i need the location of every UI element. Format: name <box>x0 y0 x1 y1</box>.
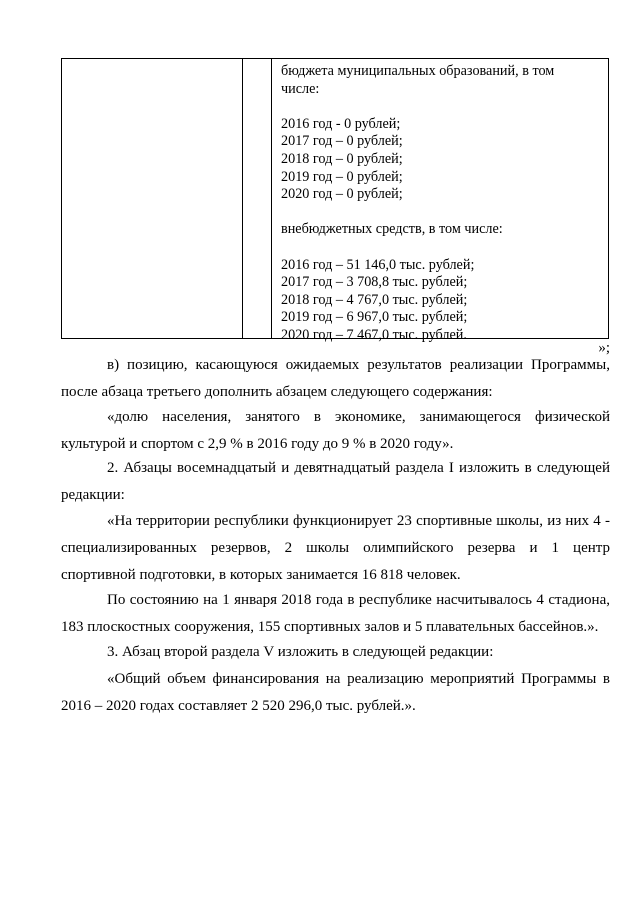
cell-line: бюджета муниципальных образований, в том <box>281 63 555 79</box>
paragraph-population-share <box>61 404 610 458</box>
table-column-divider <box>271 59 272 338</box>
paragraph-line: 2. Абзацы восемнадцатый и девятнадцатый раздела I изложить в следующей <box>107 460 610 476</box>
cell-line: 2017 год – 0 рублей; <box>281 133 403 150</box>
paragraph-section-five <box>78 639 610 666</box>
paragraph-line: культурой и спортом с 2,9 % в 2016 году до 9 % в 2020 году». <box>61 436 454 452</box>
paragraph-line: после абзаца третьего дополнить абзацем следующего содержания: <box>61 384 493 400</box>
paragraph-line: 183 плоскостных сооружения, 155 спортивных залов и 5 плавательных бассейнов.». <box>61 619 599 635</box>
paragraph-sport-schools <box>61 508 610 589</box>
paragraph-line: «долю населения, занятого в экономике, занимающегося физической <box>107 409 610 425</box>
closing-quote: »; <box>598 340 610 356</box>
paragraph-line: специализированных резервов, 2 школы олимпийского резерва и 1 центр <box>61 540 610 556</box>
paragraph-line: По состоянию на 1 января 2018 года в республике насчитывалось 4 стадиона, <box>107 592 610 608</box>
cell-line: числе: <box>281 80 320 97</box>
paragraph-financing <box>61 666 610 720</box>
paragraph-line: «Общий объем финансирования на реализацию мероприятий Программы в <box>107 671 610 687</box>
cell-line: 2020 год – 7 467,0 тыс. рублей. <box>281 326 467 343</box>
paragraph-section-one <box>61 455 610 509</box>
table-cell-funding <box>281 63 606 345</box>
cell-line: 2017 год – 3 708,8 тыс. рублей; <box>281 274 468 291</box>
paragraph-line: «На территории республики функционирует 23 спортивные школы, из них 4 - <box>107 513 610 529</box>
cell-line: 2019 год – 6 967,0 тыс. рублей; <box>281 309 468 326</box>
paragraph-facilities <box>61 587 610 641</box>
program-passport-table <box>61 58 609 343</box>
cell-line: 2018 год – 0 рублей; <box>281 150 403 167</box>
cell-line: 2019 год – 0 рублей; <box>281 168 403 185</box>
paragraph-expected-results <box>61 352 610 406</box>
table-column-divider <box>242 59 243 338</box>
paragraph-line: в) позицию, касающуюся ожидаемых результатов реализации Программы, <box>107 357 610 373</box>
cell-line: 2016 год – 51 146,0 тыс. рублей; <box>281 256 475 273</box>
paragraph-line: спортивной подготовки, в которых занимается 16 818 человек. <box>61 567 461 583</box>
cell-line: 2020 год – 0 рублей; <box>281 186 403 203</box>
paragraph-line: редакции: <box>61 487 125 503</box>
cell-line: 2018 год – 4 767,0 тыс. рублей; <box>281 291 468 308</box>
cell-line: 2016 год - 0 рублей; <box>281 115 401 132</box>
cell-line: внебюджетных средств, в том числе: <box>281 221 503 238</box>
paragraph-line: 3. Абзац второй раздела V изложить в следующей редакции: <box>107 644 494 660</box>
paragraph-line: 2016 – 2020 годах составляет 2 520 296,0 тыс. рублей.». <box>61 698 416 714</box>
